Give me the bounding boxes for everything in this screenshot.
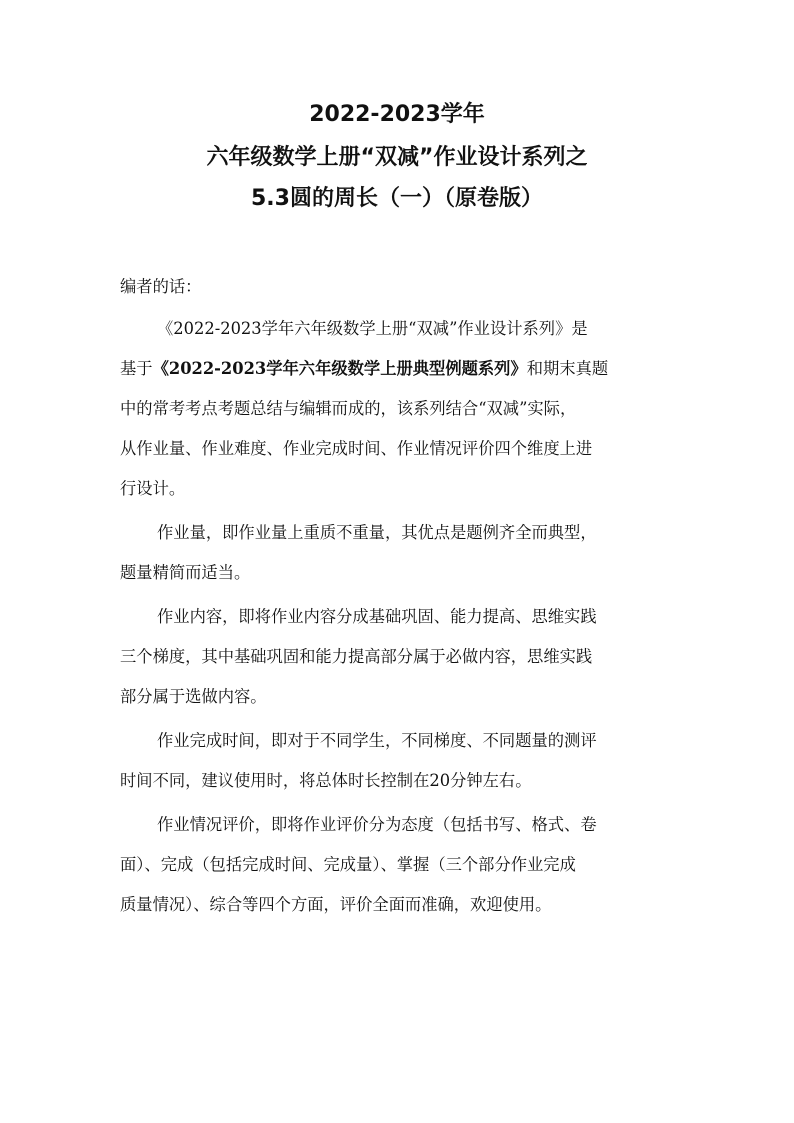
paragraph-3-line-2: 三个梯度，其中基础巩固和能力提高部分属于必做内容，思维实践 [120,647,593,666]
bold-series-title: 《2022-2023学年六年级数学上册典型例题系列》 [152,359,527,378]
paragraph-5-line-2: 面）、完成（包括完成时间、完成量）、掌握（三个部分作业完成 [120,855,576,874]
editor-note [120,268,680,928]
title-series: 六年级数学上册“双减”作业设计系列之 [206,145,588,170]
paragraph-4-line-1: 作业完成时间，即对于不同学生，不同梯度、不同题量的测评 [157,731,597,750]
paragraph-2-line-1: 作业量，即作业量上重质不重量，其优点是题例齐全而典型， [157,523,597,542]
title-lesson: 5.3圆的周长（一）（原卷版） [251,186,543,211]
paragraph-3-line-3: 部分属于选做内容。 [120,687,267,706]
title-year: 2022-2023学年 [309,102,485,127]
text-segment: 基于 [120,359,153,378]
paragraph-3-line-1: 作业内容，即将作业内容分成基础巩固、能力提高、思维实践 [157,607,597,626]
paragraph-2-line-2: 题量精简而适当。 [120,563,251,582]
paragraph-1-line-3: 中的常考考点考题总结与编辑而成的，该系列结合“双减”实际， [120,399,577,418]
paragraph-1-line-4: 从作业量、作业难度、作业完成时间、作业情况评价四个维度上进 [120,439,593,458]
paragraph-1-line-1: 《2022-2023学年六年级数学上册“双减”作业设计系列》是 [157,319,588,338]
paragraph-5-line-1: 作业情况评价，即将作业评价分为态度（包括书写、格式、卷 [157,815,597,834]
text-segment: 和期末真题 [526,359,609,378]
paragraph-4-line-2: 时间不同，建议使用时，将总体时长控制在20分钟左右。 [120,771,532,790]
paragraph-1-line-5: 行设计。 [120,479,186,498]
editor-label: 编者的话： [120,277,202,296]
paragraph-1-line-2 [120,350,608,388]
paragraph-5-line-3: 质量情况）、综合等四个方面，评价全面而准确，欢迎使用。 [120,895,552,914]
